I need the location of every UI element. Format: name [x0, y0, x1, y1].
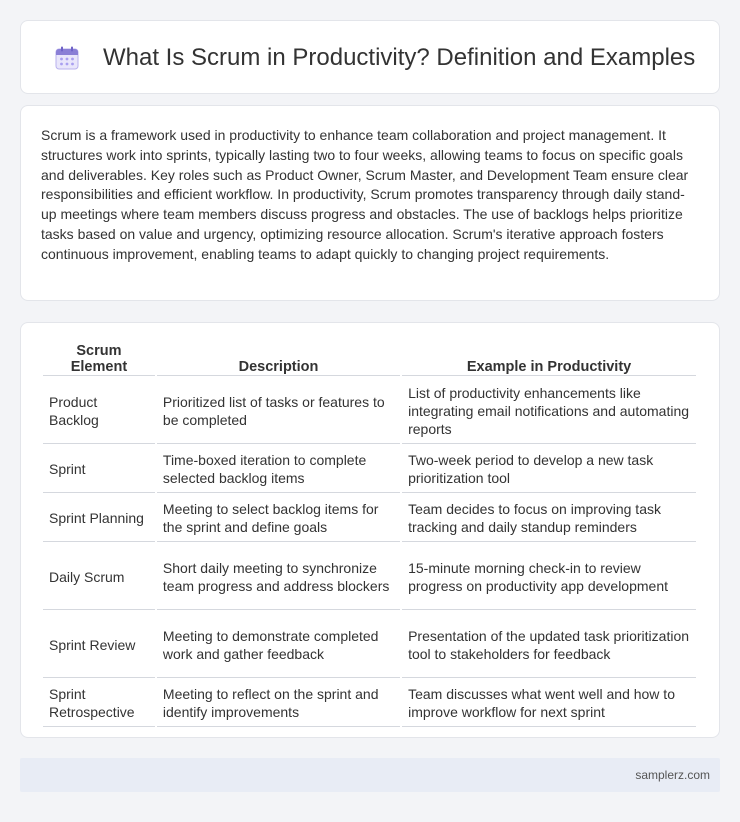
- table-cell-example: 15-minute morning check-in to review progress on productivity app development: [402, 544, 696, 610]
- table-cell-example: Team decides to focus on improving task tracking and daily standup reminders: [402, 495, 696, 542]
- table-row: [43, 544, 696, 610]
- table-row: [43, 612, 696, 678]
- table-cell-element: Sprint Review: [43, 612, 155, 678]
- intro-paragraph: Scrum is a framework used in productivity to enhance team collaboration and project management. It structures work into sprints, typically lasting two to four weeks, allowing teams to focus on specific goals and deliverables. Key roles such as Product Owner, Scrum Master, and Development Team ensure clear responsibilities and efficient workflow. In productivity, Scrum promotes transparency through daily stand-up meetings where team members discuss progress and obstacles. The use of backlogs helps prioritize tasks based on value and urgency, optimizing resource allocation. Scrum's iterative approach fosters continuous improvement, enabling teams to adapt quickly to changing project requirements.: [41, 127, 689, 262]
- table-cell-description: Meeting to reflect on the sprint and identify improvements: [157, 680, 400, 727]
- calendar-icon: [55, 46, 79, 70]
- table-cell-description: Short daily meeting to synchronize team progress and address blockers: [157, 544, 400, 610]
- table-row: [43, 378, 696, 444]
- table-cell-element: Sprint Planning: [43, 495, 155, 542]
- table-cell-element: Sprint: [43, 446, 155, 493]
- table-cell-description: Meeting to demonstrate completed work and gather feedback: [157, 612, 400, 678]
- page-title: What Is Scrum in Productivity? Definition and Examples: [103, 44, 696, 71]
- table-header-row: [43, 343, 696, 376]
- footer-source-link[interactable]: samplerz.com: [635, 768, 710, 782]
- table-cell-description: Time-boxed iteration to complete selected backlog items: [157, 446, 400, 493]
- table-row: [43, 680, 696, 727]
- table-cell-example: Two-week period to develop a new task prioritization tool: [402, 446, 696, 493]
- intro-card: [20, 105, 720, 301]
- column-header-example: Example in Productivity: [402, 343, 696, 376]
- table-cell-description: Prioritized list of tasks or features to be completed: [157, 378, 400, 444]
- footer: [20, 758, 720, 792]
- title-card: [20, 20, 720, 94]
- table-cell-example: Team discusses what went well and how to improve workflow for next sprint: [402, 680, 696, 727]
- scrum-table: [41, 341, 698, 729]
- table-cell-example: List of productivity enhancements like integrating email notifications and automating reports: [402, 378, 696, 444]
- table-cell-description: Meeting to select backlog items for the sprint and define goals: [157, 495, 400, 542]
- column-header-description: Description: [157, 343, 400, 376]
- table-cell-element: Product Backlog: [43, 378, 155, 444]
- table-row: [43, 446, 696, 493]
- table-cell-element: Daily Scrum: [43, 544, 155, 610]
- table-cell-example: Presentation of the updated task prioritization tool to stakeholders for feedback: [402, 612, 696, 678]
- table-card: [20, 322, 720, 738]
- table-cell-element: Sprint Retrospective: [43, 680, 155, 727]
- column-header-element: Scrum Element: [43, 343, 155, 376]
- table-row: [43, 495, 696, 542]
